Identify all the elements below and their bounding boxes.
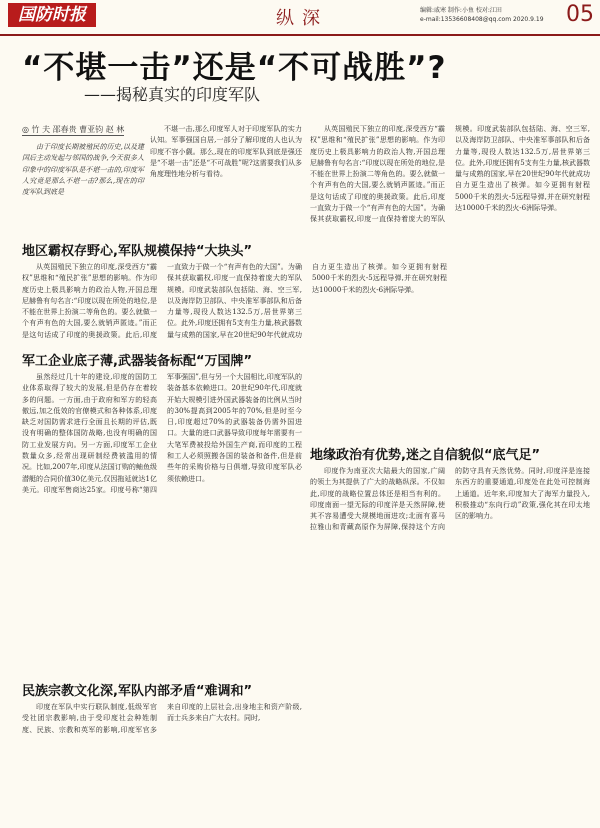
article-intro	[150, 124, 302, 234]
right-column-text	[310, 124, 590, 434]
page-number: 05	[566, 2, 594, 27]
section-3-body	[22, 702, 302, 820]
section-heading-2: 军工企业底子薄,武器装备标配“万国牌”	[22, 354, 253, 369]
section-1-text: 从英国殖民下独立的印度,深受西方“霸权”思维和“殖民扩张”思想的影响。作为印度历史上极具影响力的政治人物,开国总理尼赫鲁有句名言:“印度以现在所处的地位,是不能在世界上扮演二等角色的。要么就做一个有声有色的大国,要么就销声匿迹。”而正是这句话成了印度的奥援政策。此后,印度一直致力于做一个“有声有色的大国”。为确保其获取霸权,印度一直保持着庞大的军队规模。印度武装部队包括陆、海、空三军,以及海岸防卫部队、中央准军事部队和后备力量等,现役人数达132.5万,居世界第三位。此外,印度还拥有5支有生力量,核武器数量与成熟的国家,早在20世纪90年代就成功自力更生造出了核弹。如今更拥有射程5000千米的烈火-5远程导弹,并在研究射程达10000千米的烈火-6洲际导弹。	[22, 263, 447, 339]
byline: ◎ 竹 夫 邵春贵 曹亚钧 赵 林	[22, 125, 125, 134]
right-column-paragraph: 从英国殖民下独立的印度,深受西方“霸权”思维和“殖民扩张”思想的影响。作为印度历史上极具影响力的政治人物,开国总理尼赫鲁有句名言:“印度以现在所处的地位,是不能在世界上扮演二等角色的。要么就做一个有声有色的大国,要么就销声匿迹。”而正是这句话成了印度的奥援政策。此后,印度一直致力于做一个“有声有色的大国”。为确保其获取霸权,印度一直保持着庞大的军队规模。印度武装部队包括陆、海、空三军,以及海岸防卫部队、中央准军事部队和后备力量等,现役人数达132.5万,居世界第三位。此外,印度还拥有5支有生力量,核武器数量与成熟的国家,早在20世纪90年代就成功自力更生造出了核弹。如今更拥有射程5000千米的烈火-5远程导弹,并在研究射程达10000千米的烈火-6洲际导弹。	[310, 125, 590, 224]
section-4-body	[310, 466, 590, 820]
section-heading-3: 民族宗教文化深,军队内部矛盾“难调和”	[22, 684, 253, 699]
article-subtitle: ——揭秘真实的印度军队	[84, 85, 261, 104]
section-3-text: 印度在军队中实行联队制度,低级军官受社团宗教影响,由于受印度社会种姓制度、民族、宗教和英军的影响,印度军官多来自印度的上层社会,出身地主和资产阶级,而士兵多来自广大农村。同时,	[22, 703, 302, 734]
section-2-text: 虽然经过几十年的建设,印度的国防工业体系取得了较大的发展,但是仍存在着较多的问题。一方面,由于政府和军方的轻高傲远,加之低效的官僚模式和各种体系,印度缺乏对国防需求进行全面且长期的评估,既没有明确的整体国防战略,也没有明确的国防工业发展方向。另一方面,印度军工企业数量众多,经常出现研制经费被滥用的情况。比如,2007年,印度从法国订购的鲉鱼级潜艇的合同价值30亿美元,仅因拖延就达1亿美元。印度军售商达25家。印度号称“第四军事强国”,但与另一个大国相比,印度军队的装备基本依赖进口。20世纪90年代,印度就开始大规模引进外国武器装备的比例从当时的30%提高到2005年的70%,但是时至今日,印度超过70%的武器装备仍需外国进口。大量的进口武器导致印度每年需要有一大笔军费被投给外国生产商,而印度的工程和工人必须照搬各国的装备和备件,但是前些年的采购价格与日俱增,导致印度军队必须依赖进口。	[22, 373, 302, 494]
section-heading-4: 地缘政治有优势,迷之自信貌似“底气足”	[310, 448, 541, 463]
section-2-body	[22, 372, 302, 670]
newspaper-logo: 国防时报	[8, 3, 96, 27]
email-date: e-mail:13536608408@qq.com 2020.9.19	[420, 16, 544, 23]
section-label: 纵深	[276, 8, 328, 29]
section-heading-1: 地区霸权存野心,军队规模保持“大块头”	[22, 244, 253, 259]
intro-text: 不堪一击,那么印度军人对于印度军队的实力认知。军事强国自居,一部分了解印度的人也认为印度不容小觑。那么,现在的印度军队到底是强还是“不堪一击”还是“不可战胜”呢?这需要我们从多角度理性地分析与看待。	[150, 125, 302, 179]
header-meta	[420, 6, 544, 24]
section-1-body	[22, 262, 447, 344]
masthead	[0, 0, 600, 36]
editor-credits: 编辑:戚寒 制作:小鱼 校对:江田	[420, 7, 502, 14]
article-title: “不堪一击”还是“不可战胜”?	[22, 50, 447, 86]
lead-text: 由于印度长期被殖民的历史,以及建国后主动发起与邻国的战争,今天很多人印象中的印度军队是不堪一击的,印度军人究竟是那么不堪一击?那么,现在的印度军队到底是	[22, 143, 144, 197]
section-4-text: 印度作为南亚次大陆最大的国家,广阔的领土为其提供了广大的战略纵深。不仅如此,印度的战略位置总体还是相当有利的。印度南面一望无际的印度洋是天然屏障,使其不容易遭受大规模地面进攻;北面有喜马拉雅山和青藏高原作为屏障,保持这个方向的防守具有天然优势。同时,印度洋是连接东西方的重要通道,印度处在此处可控制海上通道。近年来,印度加大了海军力量投入,积极推动“东向行动”政策,强化其在印太地区的影响力。	[310, 467, 590, 532]
article-lead	[22, 142, 144, 234]
